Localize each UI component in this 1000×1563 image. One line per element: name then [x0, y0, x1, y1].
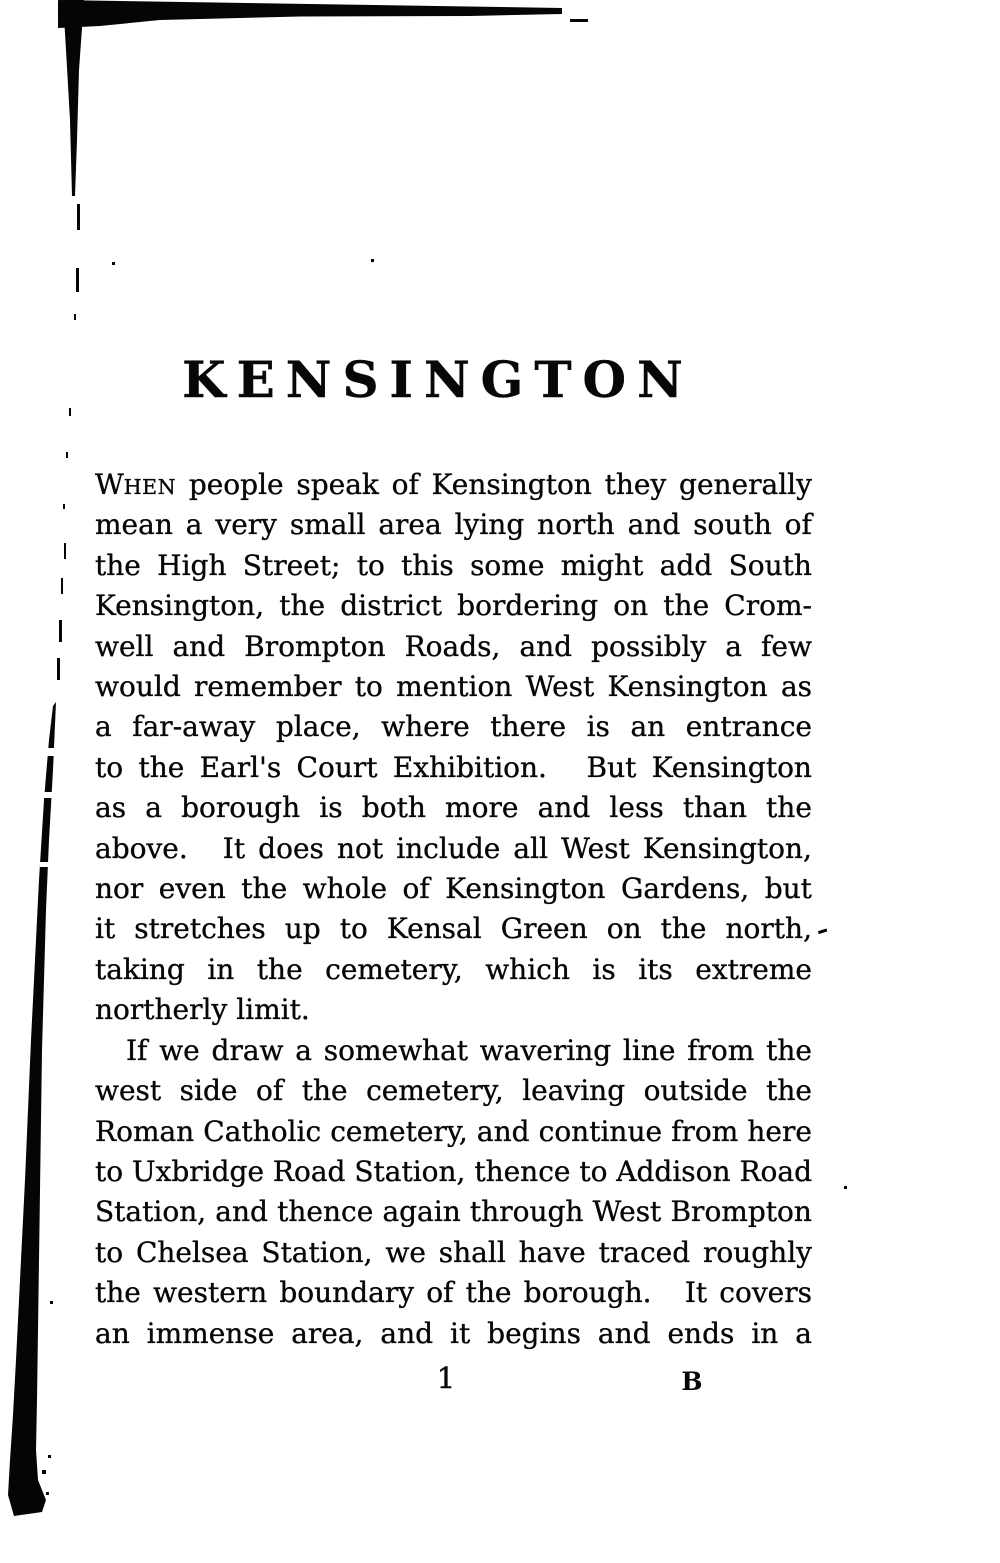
- text-line: mean a very small area lying north and south of: [95, 508, 812, 542]
- page-number: 1: [436, 1361, 456, 1395]
- text-line: above. It does not include all West Kensington,: [95, 831, 812, 865]
- text-line: it stretches up to Kensal Green on the north,: [95, 912, 812, 946]
- text-line: taking in the cemetery, which is its extreme: [95, 952, 812, 986]
- scan-line-breaks: [40, 748, 58, 867]
- text-line: well and Brompton Roads, and possibly a few: [95, 629, 812, 663]
- text-line: as a borough is both more and less than the: [95, 791, 812, 825]
- text-line: to Uxbridge Road Station, thence to Addison Road: [95, 1154, 812, 1188]
- scan-speck-marks: [818, 929, 847, 1189]
- text-block: [95, 465, 812, 1354]
- text-line: WHEN people speak of Kensington they generally: [95, 468, 812, 501]
- page-title: KENSINGTON: [182, 350, 694, 409]
- text-line: would remember to mention West Kensington as: [95, 670, 812, 704]
- text-line: west side of the cemetery, leaving outside the: [95, 1074, 812, 1108]
- text-line: the western boundary of the borough. It covers: [95, 1276, 812, 1310]
- text-line: to Chelsea Station, we shall have traced roughly: [95, 1235, 812, 1269]
- text-line: northerly limit.: [95, 993, 310, 1027]
- signature-mark: B: [681, 1367, 703, 1396]
- text-line: an immense area, and it begins and ends in a: [95, 1316, 812, 1350]
- binding-shadow-left: [8, 702, 56, 1516]
- text-line: to the Earl's Court Exhibition. But Kensington: [95, 750, 812, 784]
- text-line: a far-away place, where there is an entrance: [95, 710, 812, 744]
- text-line: nor even the whole of Kensington Gardens, but: [95, 872, 812, 906]
- text-line: Roman Catholic cemetery, and continue from here: [95, 1114, 812, 1148]
- text-line: If we draw a somewhat wavering line from the: [126, 1033, 812, 1067]
- text-line: the High Street; to this some might add South: [95, 548, 812, 582]
- text-line: Station, and thence again through West Brompton: [95, 1195, 812, 1229]
- text-line: Kensington, the district bordering on the Crom-: [95, 589, 812, 623]
